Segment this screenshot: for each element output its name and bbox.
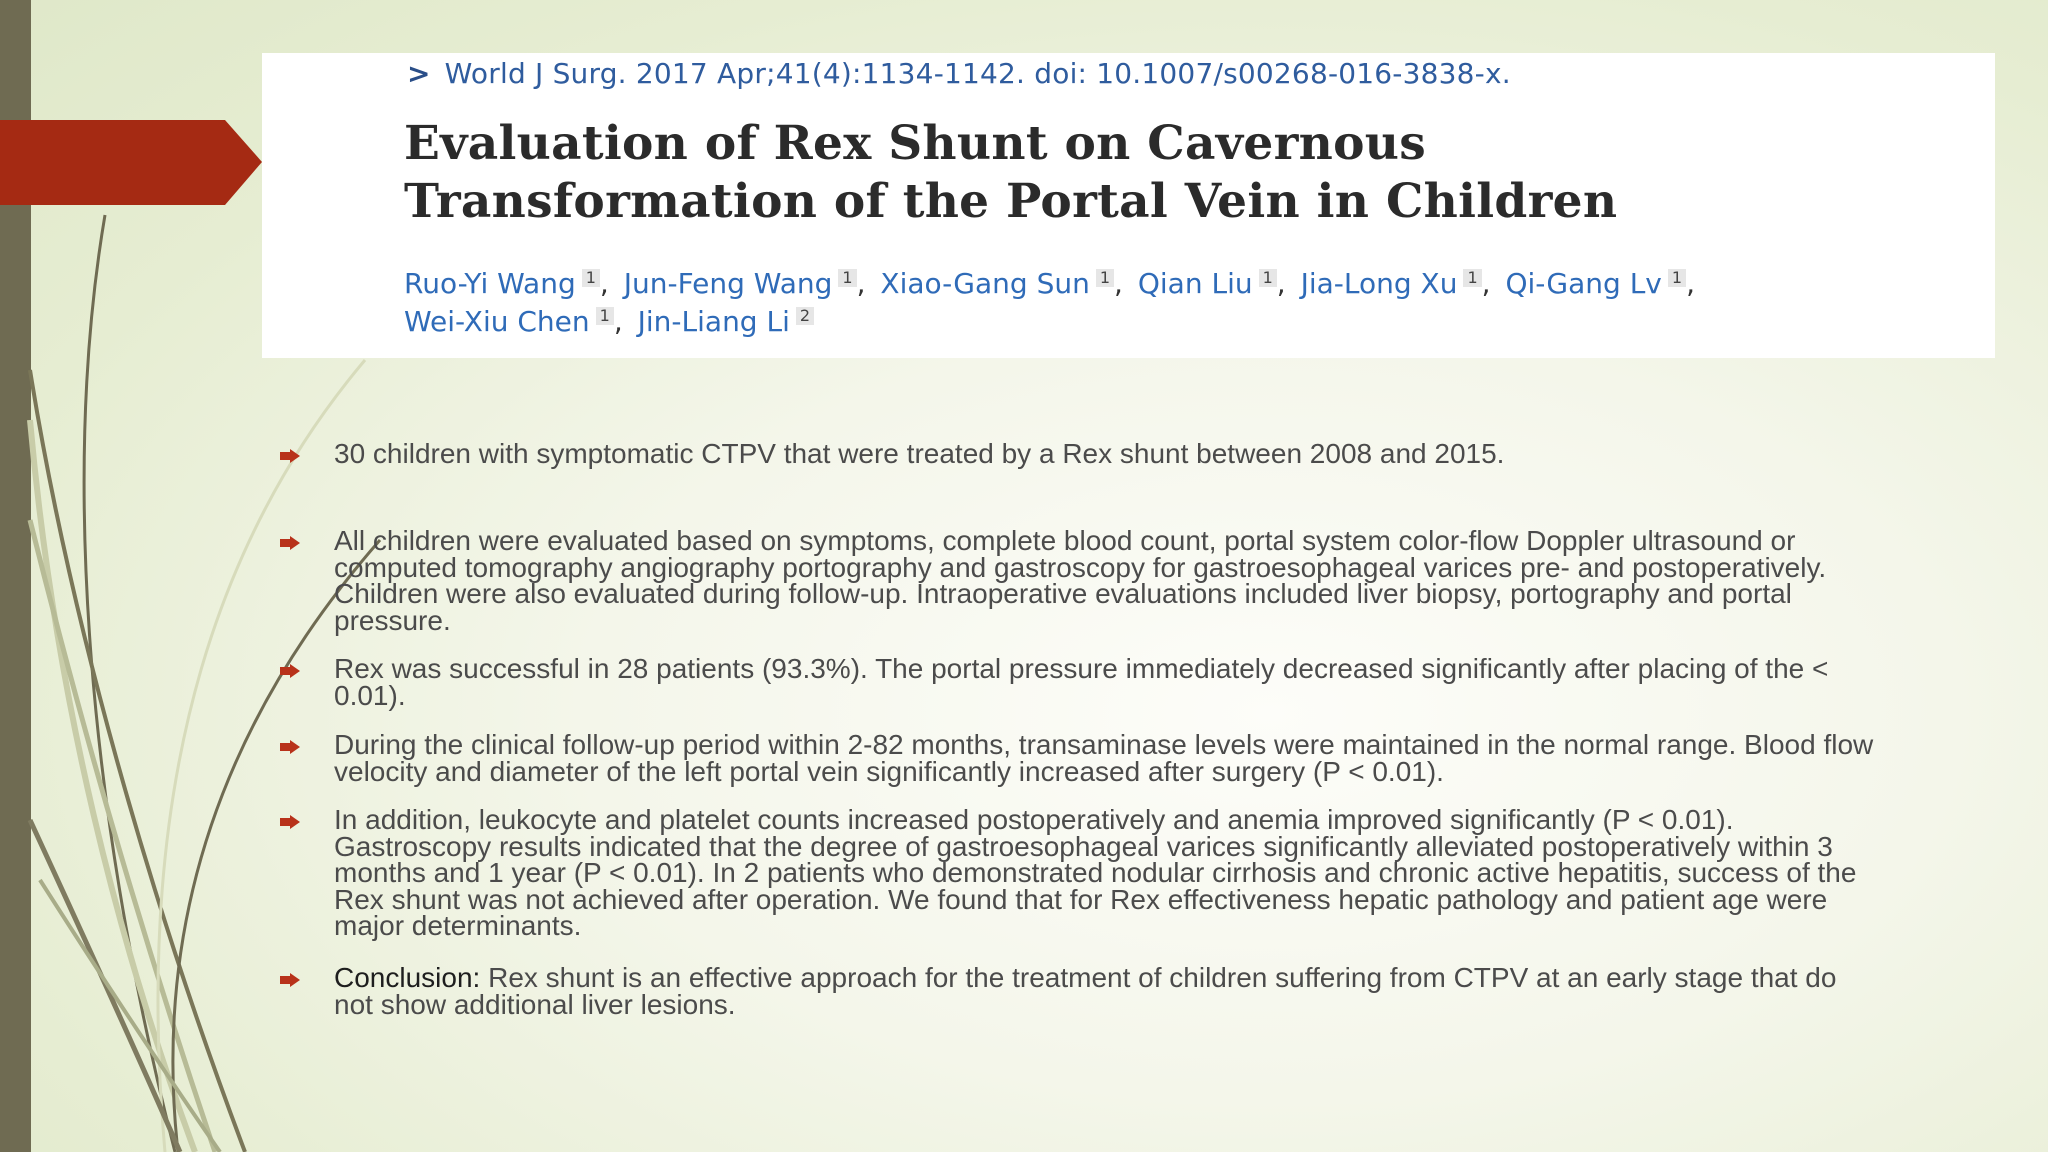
arrow-bullet-icon xyxy=(280,536,300,550)
conclusion-text: Rex shunt is an effective approach for the treatment of children suffering from CTPV at an early stage that do not show additional liver lesions. xyxy=(334,962,1837,1020)
bullet-item: In addition, leukocyte and platelet counts increased postoperatively and anemia improved significantly (P < 0.01). Gastroscopy results indicated that the degree of gastroesophageal varices significantly alleviated postoperatively within 3 months and 1 year (P < 0.01). In 2 patients who demonstrated nodular cirrhosis and chronic active hepatitis, success of the Rex shunt was not achieved after operation. We found that for Rex effectiveness hepatic pathology and patient age were major determinants. xyxy=(334,804,1857,941)
affiliation-badge[interactable]: 1 xyxy=(838,269,856,287)
affiliation-badge[interactable]: 1 xyxy=(1259,269,1277,287)
author-link[interactable]: Qian Liu 1 , xyxy=(1137,267,1286,300)
author-name: Jin-Liang Li xyxy=(637,305,790,338)
chevron-right-icon: > xyxy=(407,57,431,90)
author-link[interactable]: Ruo-Yi Wang 1 , xyxy=(404,267,609,300)
arrow-bullet-icon xyxy=(280,449,300,463)
author-name: Xiao-Gang Sun xyxy=(880,267,1090,300)
bullet-item: All children were evaluated based on symptoms, complete blood count, portal system color-flow Doppler ultrasound or computed tomography angiography portography and gastroscopy for gastroesophageal varices pre- and postoperatively. Children were also evaluated during follow-up. Intraoperative evaluations included liver biopsy, portography and portal pressure. xyxy=(334,525,1827,636)
affiliation-badge[interactable]: 1 xyxy=(1463,269,1481,287)
author-link[interactable]: Qi-Gang Lv 1 , xyxy=(1505,267,1695,300)
author-name: Ruo-Yi Wang xyxy=(404,267,576,300)
author-link[interactable]: Wei-Xiu Chen 1 , xyxy=(404,305,623,338)
bullet-item: 30 children with symptomatic CTPV that were treated by a Rex shunt between 2008 and 2015. xyxy=(334,438,1505,469)
affiliation-badge[interactable]: 1 xyxy=(596,307,614,325)
bullet-item: Rex was successful in 28 patients (93.3%). The portal pressure immediately decreased significantly after placing of the < 0.01). xyxy=(334,653,1829,711)
bullet-item: During the clinical follow-up period within 2-82 months, transaminase levels were maintained in the normal range. Blood flow velocity and diameter of the left portal vein significantly increased after surgery (P < 0.01). xyxy=(334,729,1874,787)
bullet-item-conclusion xyxy=(334,962,1874,1020)
affiliation-badge[interactable]: 1 xyxy=(1668,269,1686,287)
author-name: Jia-Long Xu xyxy=(1300,267,1458,300)
arrow-bullet-icon xyxy=(280,815,300,829)
affiliation-badge[interactable]: 2 xyxy=(796,307,814,325)
author-link[interactable]: Xiao-Gang Sun 1 , xyxy=(880,267,1123,300)
journal-text: World J Surg. 2017 Apr;41(4):1134-1142. doi: 10.1007/s00268-016-3838-x. xyxy=(444,57,1511,90)
affiliation-badge[interactable]: 1 xyxy=(1096,269,1114,287)
author-name: Qi-Gang Lv xyxy=(1505,267,1662,300)
author-link[interactable]: Jia-Long Xu 1 , xyxy=(1300,267,1491,300)
arrow-bullet-icon xyxy=(280,740,300,754)
author-name: Qian Liu xyxy=(1137,267,1253,300)
author-name: Jun-Feng Wang xyxy=(623,267,833,300)
arrow-bullet-icon xyxy=(280,664,300,678)
conclusion-label: Conclusion: xyxy=(334,962,481,993)
author-name: Wei-Xiu Chen xyxy=(404,305,590,338)
affiliation-badge[interactable]: 1 xyxy=(582,269,600,287)
paper-title-line: Transformation of the Portal Vein in Children xyxy=(404,174,1618,229)
author-link[interactable]: Jun-Feng Wang 1 , xyxy=(623,267,866,300)
arrow-bullet-icon xyxy=(280,973,300,987)
paper-title-line: Evaluation of Rex Shunt on Cavernous xyxy=(404,116,1426,171)
